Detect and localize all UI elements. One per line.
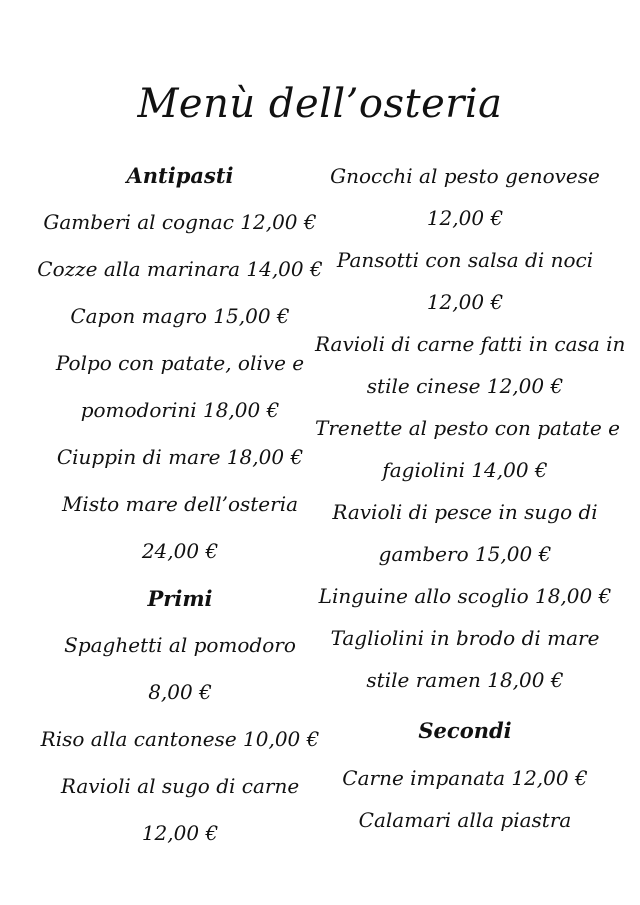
menu-item-line: 12,00 € xyxy=(426,290,504,314)
menu-item-line: Ciuppin di mare 18,00 € xyxy=(56,445,304,469)
menu-item-line: stile cinese 12,00 € xyxy=(366,374,564,398)
menu-item-line: Riso alla cantonese 10,00 € xyxy=(40,727,320,751)
menu-item-line: Gamberi al cognac 12,00 € xyxy=(43,210,317,234)
menu-right-column xyxy=(315,155,626,841)
menu-item-line: pomodorini 18,00 € xyxy=(80,398,280,422)
menu-item-line: Ravioli di pesce in sugo di xyxy=(332,500,598,524)
menu-item-line: 8,00 € xyxy=(148,680,212,704)
menu-item-line: Misto mare dell’osteria xyxy=(61,492,299,516)
menu-item-line: fagiolini 14,00 € xyxy=(382,458,548,482)
menu-title: Menù dell’osteria xyxy=(137,81,503,127)
menu-item-line: Linguine allo scoglio 18,00 € xyxy=(318,584,612,608)
section-heading-primi: Primi xyxy=(147,586,213,611)
menu-item-line: Cozze alla marinara 14,00 € xyxy=(37,257,323,281)
menu-item-line: 24,00 € xyxy=(141,539,219,563)
menu-item-line: Pansotti con salsa di noci xyxy=(336,248,594,272)
menu-item-line: Trenette al pesto con patate e xyxy=(315,416,620,440)
menu-item-line: Ravioli al sugo di carne xyxy=(60,774,300,798)
menu-item-line: 12,00 € xyxy=(141,821,219,845)
menu-item-line: Polpo con patate, olive e xyxy=(55,351,305,375)
menu-item-line: stile ramen 18,00 € xyxy=(366,668,564,692)
menu-item-line: Spaghetti al pomodoro xyxy=(64,633,296,657)
section-heading-antipasti: Antipasti xyxy=(126,163,234,188)
section-heading-secondi: Secondi xyxy=(418,718,512,743)
menu-item-line: 12,00 € xyxy=(426,206,504,230)
menu-left-column xyxy=(35,152,325,857)
menu-item-line: Calamari alla piastra xyxy=(358,808,572,832)
menu-item-line: Ravioli di carne fatti in casa in xyxy=(315,332,626,356)
menu-item-line: Carne impanata 12,00 € xyxy=(342,766,588,790)
menu-item-line: Tagliolini in brodo di mare xyxy=(330,626,600,650)
menu-item-line: Gnocchi al pesto genovese xyxy=(330,164,600,188)
menu-item-line: gambero 15,00 € xyxy=(378,542,552,566)
menu-item-line: Capon magro 15,00 € xyxy=(70,304,290,328)
